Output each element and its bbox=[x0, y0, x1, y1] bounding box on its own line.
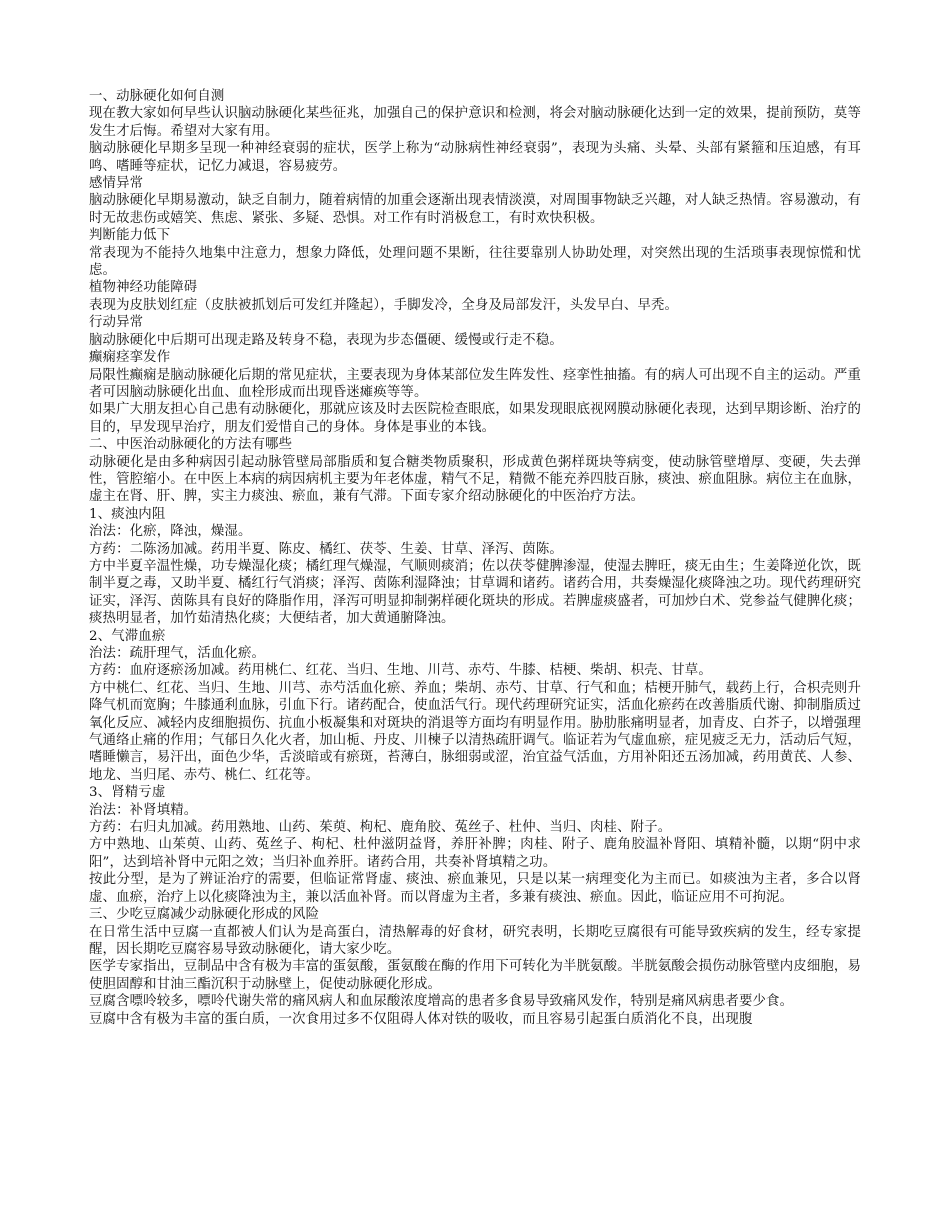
paragraph: 表现为皮肤划红症（皮肤被抓划后可发红并隆起），手脚发冷，全身及局部发汗，头发早白、早秃。 bbox=[89, 297, 679, 313]
section-heading: 一、动脉硬化如何自测 bbox=[89, 89, 225, 104]
paragraph: 治法：化瘀，降浊，燥湿。 bbox=[89, 524, 252, 540]
section-heading: 行动异常 bbox=[89, 315, 144, 331]
paragraph: 按此分型，是为了辨证治疗的需要，但临证常肾虚、痰浊、瘀血兼见，只是以某一病理变化为主而已。如痰浊为主者，多合以肾虚、血瘀，治疗上以化痰降浊为主，兼以活血补肾。而以肾虚为主者，多兼有痰浊、瘀血。因此，临证应用不可拘泥。 bbox=[89, 872, 861, 905]
paragraph: 治法：疏肝理气，活血化瘀。 bbox=[89, 646, 266, 661]
paragraph: 脑动脉硬化早期易激动，缺乏自制力，随着病情的加重会逐渐出现表情淡漠，对周围事物缺乏兴趣，对人缺乏热情。容易激动，有时无故悲伤或嬉笑、焦虑、紧张、多疑、恐惧。对工作有时消极怠工，有时欢快积极。 bbox=[89, 193, 861, 226]
paragraph: 方药：二陈汤加减。药用半夏、陈皮、橘红、茯苓、生姜、甘草、泽泻、茵陈。 bbox=[89, 541, 563, 557]
paragraph: 在日常生活中豆腐一直都被人们认为是高蛋白，清热解毒的好食材，研究表明，长期吃豆腐很有可能导致疾病的发生，经专家提醒，因长期吃豆腐容易导致动脉硬化，请大家少吃。 bbox=[89, 924, 861, 957]
paragraph: 方中半夏辛温性燥，功专燥湿化痰；橘红理气燥湿，气顺则痰消；佐以茯苓健脾渗湿，使湿去脾旺，痰无由生；生姜降逆化饮，既制半夏之毒，又助半夏、橘红行气消痰；泽泻、茵陈利湿降浊；甘草调和诸药。诸药合用，共奏燥湿化痰降浊之功。现代药理研究证实，泽泻、茵陈具有良好的降脂作用，泽泻可明显抑制粥样硬化斑块的形成。若脾虚痰盛者，可加炒白术、党参益气健脾化痰；痰热明显者，加竹茹清热化痰；大便结者，加大黄通腑降浊。 bbox=[89, 558, 861, 627]
paragraph: 医学专家指出，豆制品中含有极为丰富的蛋氨酸，蛋氨酸在酶的作用下可转化为半胱氨酸。半胱氨酸会损伤动脉管壁内皮细胞，易使胆固醇和甘油三酯沉积于动脉壁上，促使动脉硬化形成。 bbox=[89, 959, 861, 992]
paragraph: 治法：补肾填精。 bbox=[89, 802, 198, 818]
paragraph: 豆腐中含有极为丰富的蛋白质，一次食用过多不仅阻碍人体对铁的吸收，而且容易引起蛋白质消化不良，出现腹 bbox=[89, 1011, 753, 1027]
section-heading: 二、中医治动脉硬化的方法有哪些 bbox=[89, 437, 293, 453]
paragraph: 豆腐含嘌呤较多，嘌呤代谢失常的痛风病人和血尿酸浓度增高的患者多食易导致痛风发作，特别是痛风病患者要少食。 bbox=[89, 994, 794, 1010]
paragraph: 方药：右归丸加减。药用熟地、山药、茱萸、枸杞、鹿角胶、菟丝子、杜仲、当归、肉桂、附子。 bbox=[89, 820, 672, 836]
section-heading: 感情异常 bbox=[89, 176, 144, 192]
paragraph: 常表现为不能持久地集中注意力，想象力降低，处理问题不果断，往往要靠别人协助处理，对突然出现的生活琐事表现惊慌和忧虑。 bbox=[89, 245, 861, 279]
section-heading: 1、痰浊内阻 bbox=[89, 506, 166, 522]
paragraph: 脑动脉硬化中后期可出现走路及转身不稳，表现为步态僵硬、缓慢或行走不稳。 bbox=[89, 332, 563, 348]
document-body bbox=[89, 88, 861, 1028]
section-heading: 3、肾精亏虚 bbox=[89, 785, 166, 801]
paragraph: 如果广大朋友担心自己患有动脉硬化，那就应该及时去医院检查眼底，如果发现眼底视网膜动脉硬化表现，达到早期诊断、治疗的目的，早发现早治疗，朋友们爱惜自己的身体。身体是事业的本钱。 bbox=[89, 402, 861, 435]
section-heading: 2、气滞血瘀 bbox=[89, 628, 166, 644]
section-heading: 判断能力低下 bbox=[89, 228, 171, 244]
paragraph: 方中桃仁、红花、当归、生地、川芎、赤芍活血化瘀、养血；柴胡、赤芍、甘草、行气和血；桔梗开肺气，载药上行，合枳壳则升降气机而宽胸；牛膝通利血脉，引血下行。诸药配合，使血活气行。现代药理研究证实，活血化瘀药在改善脂质代谢、抑制脂质过氧化反应、减轻内皮细胞损伤、抗血小板凝集和对斑块的消退等方面均有明显作用。胁肋胀痛明显者，加青皮、白芥子，以增强理气通络止痛的作用；气郁日久化火者，加山栀、丹皮、川楝子以清热疏肝调气。临证若为气虚血瘀，症见疲乏无力，活动后气短，嗜睡懒言，易汗出，面色少华，舌淡暗或有瘀斑，苔薄白，脉细弱或涩，治宜益气活血，方用补阳还五汤加减，药用黄芪、人参、地龙、当归尾、赤芍、桃仁、红花等。 bbox=[89, 680, 861, 783]
paragraph: 脑动脉硬化早期多呈现一种神经衰弱的症状，医学上称为“动脉病性神经衰弱”，表现为头痛、头晕、头部有紧箍和压迫感，有耳鸣、嗜睡等症状，记忆力减退，容易疲劳。 bbox=[89, 141, 861, 174]
paragraph: 动脉硬化是由多种病因引起动脉管壁局部脂质和复合糖类物质聚积，形成黄色粥样斑块等病变，使动脉管壁增厚、变硬，失去弹性，管腔缩小。在中医上本病的病因病机主要为年老体虚，精气不足，精微不能充养四肢百脉，痰浊、瘀血阻脉。病位主在血脉，虚主在肾、肝、脾，实主力痰浊、瘀血，兼有气滞。下面专家介绍动脉硬化的中医治疗方法。 bbox=[89, 454, 861, 505]
paragraph: 局限性癫痫是脑动脉硬化后期的常见症状，主要表现为身体某部位发生阵发性、痉挛性抽搐。有的病人可出现不自主的运动。严重者可因脑动脉硬化出血、血栓形成而出现昏迷瘫痪等等。 bbox=[89, 367, 861, 400]
section-heading: 癫痫痉挛发作 bbox=[89, 350, 171, 366]
paragraph: 现在教大家如何早些认识脑动脉硬化某些征兆，加强自己的保护意识和检测，将会对脑动脉硬化达到一定的效果，提前预防，莫等发生才后悔。希望对大家有用。 bbox=[89, 106, 861, 139]
section-heading: 三、少吃豆腐减少动脉硬化形成的风险 bbox=[89, 907, 320, 923]
paragraph: 方中熟地、山茱萸、山药、菟丝子、枸杞、杜仲滋阴益肾，养肝补脾；肉桂、附子、鹿角胶温补肾阳、填精补髓，以期“阴中求阳”，达到培补肾中元阳之效；当归补血养肝。诸药合用，共奏补肾填精之功。 bbox=[89, 837, 861, 870]
paragraph: 方药：血府逐瘀汤加减。药用桃仁、红花、当归、生地、川芎、赤芍、牛膝、桔梗、柴胡、枳壳、甘草。 bbox=[89, 663, 712, 679]
section-heading: 植物神经功能障碍 bbox=[89, 280, 198, 296]
